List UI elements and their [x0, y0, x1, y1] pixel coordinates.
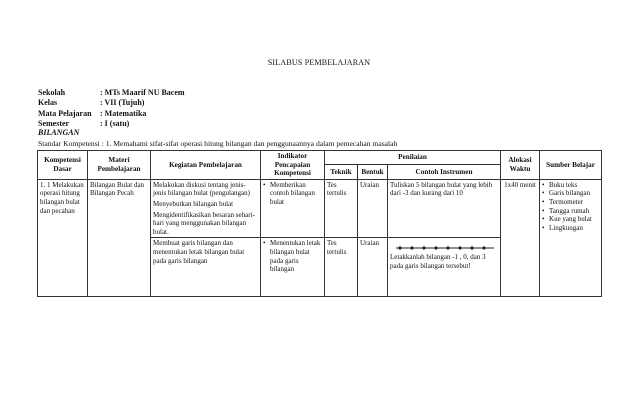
sumber-item: • Termometer [542, 198, 599, 207]
bentuk-cell: Uraian [358, 238, 388, 297]
header-indikator: Indikator Pencapaian Kompetensi [261, 151, 325, 180]
header-alokasi: Alokasi Waktu [501, 151, 540, 180]
sumber-cell [540, 179, 602, 297]
header-contoh: Contoh Instrumen [388, 165, 501, 179]
page-title: SILABUS PEMBELAJARAN [267, 58, 371, 67]
info-value: : MTs Maarif NU Bacem [100, 88, 185, 97]
sumber-item: • Lingkungan [542, 224, 599, 233]
header-row [38, 151, 602, 165]
section-title: BILANGAN [38, 128, 80, 137]
kegiatan-cell: Membuat garis bilangan dan menentukan letak bilangan bulat pada garis bilangan [151, 238, 261, 297]
kd-number: 1. 1 [40, 180, 51, 189]
standar-kompetensi: Standar Kompetensi : 1. Memahami sifat-sifat operasi hitung bilangan dan penggunaannya dalam pemecahan masalah [38, 139, 398, 148]
contoh-cell: Tuliskan 5 bilangan bulat yang lebih dari -3 dan kurang dari 10 [388, 179, 501, 238]
kd-cell [38, 179, 88, 297]
kegiatan-item: Mengidentifikasikan besaran sehari-hari yang menggunakan bilangan bulat. [153, 210, 255, 236]
alokasi-cell: 1x40 menit [501, 179, 540, 297]
sumber-item: • Buku teks [542, 181, 599, 190]
number-line-diagram [390, 243, 498, 253]
syllabus-table [37, 150, 602, 297]
header-penilaian: Penilaian [325, 151, 501, 165]
info-key: Semester [38, 119, 70, 129]
info-value: : I (satu) [100, 119, 130, 129]
teknik-cell: Tes tertulis [325, 179, 358, 238]
header-sumber: Sumber Belajar [540, 151, 602, 180]
kegiatan-item: Menyebutkan bilangan bulat [153, 199, 234, 208]
header-kegiatan: Kegiatan Pembelajaran [151, 151, 261, 180]
indikator-cell [261, 179, 325, 238]
sumber-item: • Kue yang bulat [542, 215, 599, 224]
sumber-item: • Garis bilangan [542, 189, 599, 198]
indikator-item: • Memberikan contoh bilangan bulat [263, 181, 322, 207]
table-row [38, 179, 602, 238]
header-kd: Kompetensi Dasar [38, 151, 88, 180]
info-row-school [38, 88, 185, 98]
kd-text: Melakukan operasi hitung bilangan bulat dan pecahan [40, 180, 84, 215]
indikator-item: • Menentukan letak bilangan bulat pada garis bilangan [263, 239, 322, 273]
header-teknik: Teknik [325, 165, 358, 179]
teknik-cell: Tes tertulis [325, 238, 358, 297]
school-info [38, 88, 185, 130]
info-value: : Matematika [100, 108, 147, 118]
indikator-cell [261, 238, 325, 297]
kegiatan-cell [151, 179, 261, 238]
header-materi: Materi Pembelajaran [88, 151, 151, 180]
info-key: Mata Pelajaran [38, 108, 92, 118]
contoh-text: Letakkanlah bilangan -1 , 0, dan 3 pada garis bilangan tersebut! [390, 253, 486, 270]
kegiatan-item: Melakukan diskusi tentang jenis-jenis bilangan bulat (pengulangan) [153, 180, 250, 198]
materi-cell: Bilangan Bulat dan Bilangan Pecah [88, 179, 151, 297]
info-key: Sekolah [38, 88, 66, 97]
header-bentuk: Bentuk [358, 165, 388, 179]
bentuk-cell: Uraian [358, 179, 388, 238]
info-row-class [38, 98, 185, 108]
info-value: : VII (Tujuh) [100, 98, 145, 108]
info-key: Kelas [38, 98, 58, 108]
contoh-cell [388, 238, 501, 297]
info-row-subject [38, 109, 185, 119]
sumber-item: • Tangga rumah [542, 207, 599, 216]
